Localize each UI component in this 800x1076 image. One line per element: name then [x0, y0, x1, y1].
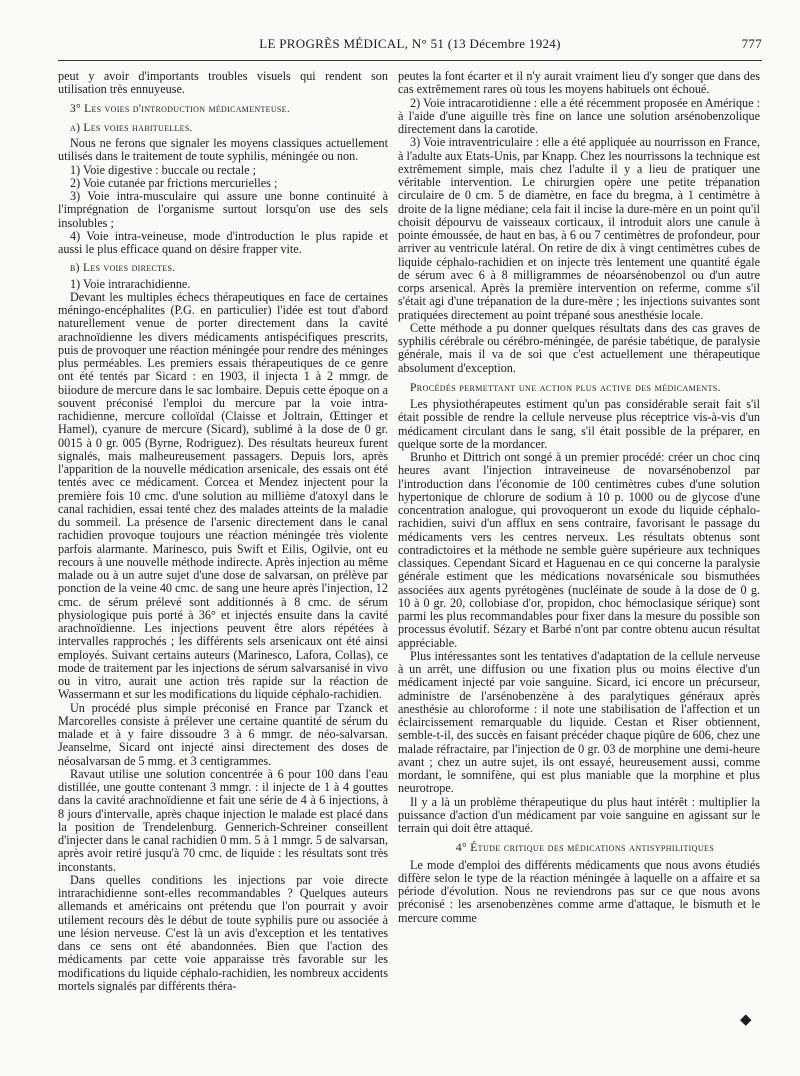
- section-heading: 3° Les voies d'introduction médicamenteuse.: [70, 102, 291, 115]
- page-number: 777: [741, 36, 762, 51]
- paragraph: Devant les multiples échecs thérapeutiques en face de certaines méningo-encéphalites (P.G. en particulier) l'idée est tout d'abord naturellement venue de porter directement dans la cavité arachnoïdienne les divers médicaments antispécifiques prescrits, puis de provoquer une réaction méningée pour rendre des méninges plus perméables. Les premiers essais thérapeutiques de ce genre ont été tentés par Sicard : en 1903, il injecta 1 à 2 mmgr. de biiodure de mercure dans le sac lombaire. Depuis cette époque on a souvent préconisé l'emploi du mercure par la voie intra-rachidienne, mercure colloïdal (Claisse et Joltrain, Œttinger et Hamel), cyanure de mercure (Sicard), sublimé à la dose de 0 gr. 0015 à 0 gr. 005 (Byrne, Rodriguez). Des résultats heureux furent signalés, mais malheureusement passagers. Depuis lors, après l'apparition de la nouvelle médication arsenicale, des essais ont été tentés avec ce médicament. Corcea et Mendez injectent pour la première fois 10 cmc. d'une solution au millième d'atoxyl dans le canal rachidien, essai tenté chez des malades atteints de la maladie du sommeil. La présence de l'arsenic directement dans le canal rachidien provoque toujours une réaction méningée très violente parfois alarmante. Marinesco, puis Swift et Eilis, Ogilvie, ont eu recours à une nouvelle méthode indirecte. Après injection au même malade ou à un autre sujet d'une dose de salvarsan, on prélève par ponction de la veine 40 cmc. de sang une heure après l'injection, 12 cmc. de sérum prélevé sont additionnés à 8 cmc. de sérum physiologique puis porté à 36° et injectés ensuite dans la cavité arachnoïdienne. Les injections peuvent être alors répétées à intervalles rapprochés ; les différents sels arsenicaux ont été ainsi employés. Suivant certains auteurs (Marinesco, Lafora, Collas), ce mode de traitement par les injections de sérum salvarsanisé in vivo ou in vitro, aurait une action très rapide sur la réaction de Wassermann et sur les modifications du liquide céphalo-rachidien.: [58, 289, 388, 702]
- paragraph: Dans quelles conditions les injections par voie directe intrarachidienne sont-elles recommandables ? Quelques auteurs allemands et américains ont prétendu que l'on pourrait y avoir utilement recours dès le début de toute syphilis pure ou associée à une lésion nerveuse. C'est là un avis d'exception et les tentatives dans ce sens ont été abandonnées. Bien que l'action des médicaments par cette voie apparaisse très favorable sur les modifications du liquide céphalo-rachidien, les nombreux accidents mortels signalés par différents théra-: [58, 872, 388, 993]
- paragraph: Brunho et Dittrich ont songé à un premier procédé: créer un choc cinq heures avant l'injection intraveineuse de novarsénobenzol par l'introduction dans l'économie de 100 centimètres cubes d'une solution hypertonique de chlorure de sodium à 10 p. 1000 ou de glycose d'une concentration analogue, qui provoqueront un exode du liquide céphalo-rachidien, suivi d'un afflux en sens contraire, favorisant le passage du médicaments vers les centres nerveux. Les résultats obtenus sont contradictoires et la méthode ne semble guère supérieure aux techniques classiques. Cependant Sicard et Haguenau en ce qui concerne la paralysie générale estiment que les médications novarsénicale sou bismuthées associées aux agents pyrétogènes (nucléinate de soude à la dose de 0 g. 10 à 0 gr. 20, collobiase d'or, propidon, choc hémoclasique sérique) sont parmi les plus recommandables pour fixer dans la mesure du possible son processus évolutif. Sézary et Barbé n'ont par contre obtenu aucun résultat appréciable.: [398, 450, 760, 650]
- journal-title: LE PROGRÈS MÉDICAL, N° 51 (13 Décembre 1924): [259, 36, 561, 51]
- section-heading: 4° Étude critique des médications antisyphilitiques: [455, 842, 715, 855]
- header-rule: [58, 60, 762, 61]
- paragraph: Ravaut utilise une solution concentrée à 6 pour 100 dans l'eau distillée, une goutte contenant 3 mmgr. : il injecte de 1 à 4 gouttes dans la cavité arachnoïdienne et fait une série de 4 à 6 injections, à 8 jours d'intervalle, après chaque injection le malade est placé dans la position de Trendelenburg. Gennerich-Schreiner conseillent d'injecter dans le canal rachidien 0 mm. 5 à 1 mmgr. 5 de salvarsan, après avoir retiré jusqu'à 70 cmc. de liquide : les résultats sont très inconstants.: [58, 766, 388, 874]
- list-item: 3) Voie intra-musculaire qui assure une bonne continuité à l'imprégnation de l'organisme surtout lorsqu'on use des sels insolubles ;: [58, 189, 388, 230]
- paragraph: peutes la font écarter et il n'y aurait vraiment lieu d'y songer que dans des cas extrêmement rares où tous les moyens habituels ont échoué.: [398, 69, 760, 97]
- end-ornament: ◆: [740, 1012, 752, 1028]
- list-item: 2) Voie cutanée par frictions mercurielles ;: [70, 175, 278, 190]
- paragraph: Les physiothérapeutes estiment qu'un pas considérable serait fait s'il était possible de rendre la cellule nerveuse plus réceptrice vis-à-vis d'un médicament circulant dans le sang, s'il était possible de la préparer, en quelque sorte de la mordancer.: [398, 397, 760, 451]
- paragraph: peut y avoir d'importants troubles visuels qui rendent son utilisation très ennuyeuse.: [58, 69, 388, 97]
- paragraph: Plus intéressantes sont les tentatives d'adaptation de la cellule nerveuse à un arrêt, une diffusion ou une fixation plus ou moins élective d'un médicament injecté par voie sanguine. Sicard, ici encore un précurseur, administre de l'arsénobenzène à des paralytiques généraux après anesthésie au chloroforme : il note une stabilisation de l'affection et un éclaircissement remarquable du liquide. Cestan et Riser obtiennent, semble-t-il, des succès en faisant précéder chaque piqûre de 606, chez une malade réfractaire, par l'injection de 0 gr. 03 de morphine une demi-heure avant ; chez un autre sujet, ils ont essayé, heureusement aussi, comme mordant, le somnifène, qui est plus maniable que la morphine et plus neurotrope.: [398, 648, 760, 796]
- paragraph: Cette méthode a pu donner quelques résultats dans des cas graves de syphilis cérébrale ou cérébro-méningée, de parésie tabétique, de paralysie générale, mais il va de soi que c'est actuellement une thérapeutique absolument d'exception.: [398, 320, 760, 375]
- paragraph: Un procédé plus simple préconisé en France par Tzanck et Marcorelles consiste à prélever une certaine quantité de sérum du malade et à y faire dissoudre 3 à 6 mmgr. de néo-salvarsan. Jeanselme, Sicard ont injecté ainsi directement des doses de néosalvarsan de 5 mmg. et 3 centigrammes.: [58, 700, 388, 768]
- right-column: [398, 70, 760, 925]
- running-header: [58, 36, 762, 58]
- section-heading: Procédés permettant une action plus active des médicaments.: [410, 381, 722, 394]
- list-item: 3) Voie intraventriculaire : elle a été appliquée au nourrisson en France, à l'adulte aux Etats-Unis, par Knapp. Chez les nourrissons la technique est extrêmement simple, mais chez l'adulte il y a lieu de pratiquer une véritable intervention. Le chirurgien opère une petite trépanation circulaire de 0 cm. 5 de diamètre, en face du bregma, à 1 centimètre à droite de la ligne médiane; cela fait il incise la dure-mère en un point qu'il choisit dépourvu de vaisseaux corticaux, il introduit alors une canule à pointe émoussée, de haut en bas, à 6 ou 7 centimètres de profondeur, pour arriver au ventricule latéral. On retire de dix à vingt centimètres cubes de liquide céphalo-rachidien et on injecte très lentement une quantité égale de sérum avec 6 à 8 milligrammes de néoarsénobenzol ou d'un autre corps arsenical. Après la première intervention on referme, comme s'il s'était agi d'une trépanation de la dure-mère ; les injections suivantes sont pratiquées directement au point trépané sous anesthésie locale.: [398, 135, 760, 322]
- subsection-heading: β) Les voies directes.: [70, 262, 176, 275]
- paragraph: Le mode d'emploi des différents médicaments que nous avons étudiés diffère selon le type de la réaction méningée à laquelle on a affaire et sa période d'évolution. Nous ne reviendrons pas sur ce que nous avons préconisé : les arsenobenzènes comme arme d'attaque, le bismuth et le mercure comme: [398, 857, 760, 925]
- paragraph: Nous ne ferons que signaler les moyens classiques actuellement utilisés dans le traitement de toute syphilis, méningée ou non.: [58, 136, 388, 164]
- list-item: 4) Voie intra-veineuse, mode d'introduction le plus rapide et aussi le plus efficace quand on désire frapper vite.: [58, 228, 388, 256]
- list-item: 1) Voie digestive : buccale ou rectale ;: [70, 162, 257, 177]
- left-column: [58, 70, 388, 993]
- subsection-heading: α) Les voies habituelles.: [70, 121, 193, 134]
- list-item: 2) Voie intracarotidienne : elle a été récemment proposée en Amérique : à l'aide d'une aiguille très fine on lance une solution arsénobenzolique directement dans la carotide.: [398, 95, 760, 136]
- list-item: 1) Voie intrarachidienne.: [70, 276, 191, 291]
- paragraph: Il y a là un problème thérapeutique du plus haut intérêt : multiplier la puissance d'action d'un médicament par voie sanguine en agissant sur le terrain qui doit être attaqué.: [398, 794, 760, 835]
